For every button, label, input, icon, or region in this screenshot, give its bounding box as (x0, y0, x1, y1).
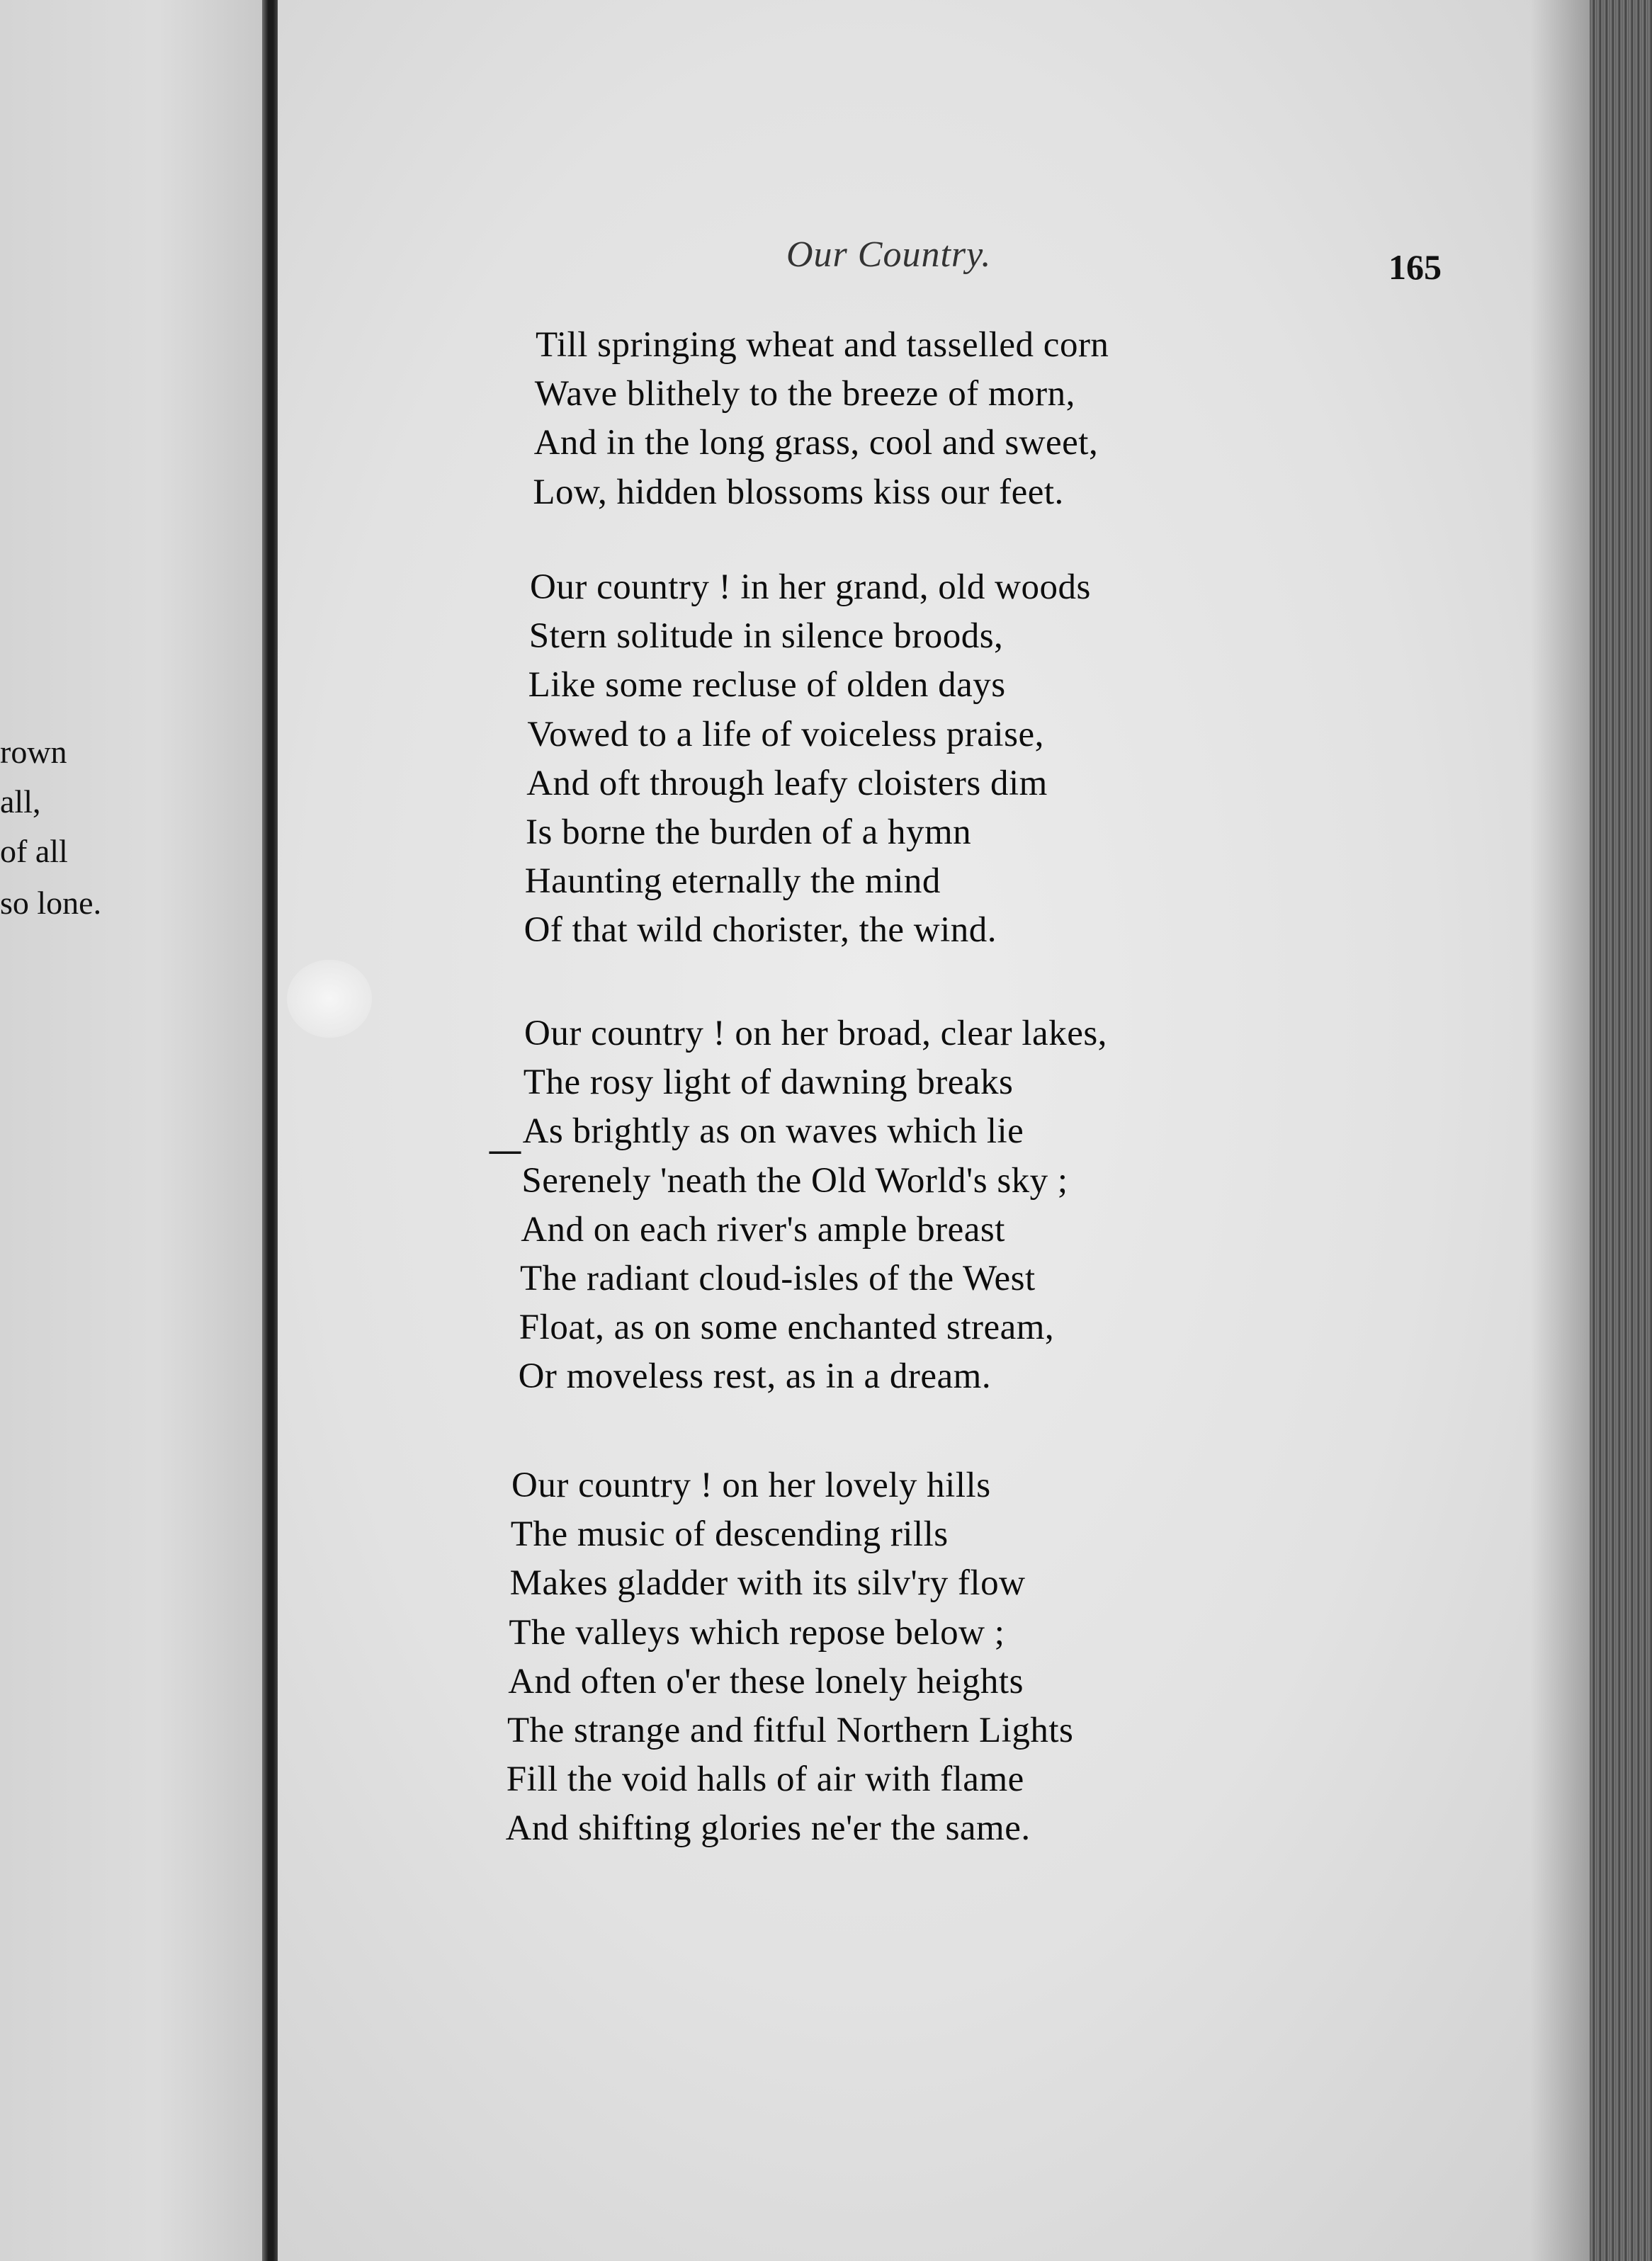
book-gutter (262, 0, 278, 2261)
poem-line: Low, hidden blossoms kiss our feet. (533, 472, 1064, 512)
poem-line: And often o'er these lonely heights (508, 1661, 1024, 1701)
poem-line: Is borne the burden of a hymn (526, 812, 972, 852)
previous-page-fragment (0, 0, 262, 2261)
poem-line: And shifting glories ne'er the same. (505, 1808, 1031, 1849)
poem-line: The valleys which repose below ; (509, 1612, 1005, 1653)
poem-line: As brightly as on waves which lie (522, 1111, 1024, 1152)
poem-line: And in the long grass, cool and sweet, (533, 423, 1099, 463)
poem-line: Wave blithely to the breeze of morn, (534, 374, 1075, 414)
book-edge (1590, 0, 1652, 2261)
left-page-fragment-line: all, (0, 783, 41, 820)
poem-line: The rosy light of dawning breaks (523, 1062, 1014, 1103)
left-page-fragment-line: of all (0, 833, 68, 869)
running-head: Our Country. (786, 234, 992, 275)
left-page-fragment-line: so lone. (0, 885, 102, 921)
poem-line: Stern solitude in silence broods, (528, 616, 1004, 657)
page-edge-shadow (1530, 0, 1590, 2261)
poem-line: The music of descending rills (510, 1514, 949, 1555)
poem-line: Our country ! on her lovely hills (511, 1466, 991, 1505)
poem-line: Makes gladder with its silv'ry flow (509, 1563, 1026, 1604)
poem-line: Till springing wheat and tasselled corn (536, 325, 1109, 365)
poem-line: Like some recluse of olden days (528, 665, 1006, 706)
poem-line: Serenely 'neath the Old World's sky ; (521, 1160, 1068, 1201)
poem-line: The strange and fitful Northern Lights (507, 1711, 1074, 1750)
poem-line: Our country ! in her grand, old woods (530, 567, 1091, 607)
poem-line: The radiant cloud-isles of the West (520, 1259, 1036, 1298)
poem-line: Float, as on some enchanted stream, (519, 1308, 1055, 1348)
poem-line: Our country ! on her broad, clear lakes, (524, 1014, 1107, 1053)
poem-line: Vowed to a life of voiceless praise, (527, 714, 1044, 754)
left-page-fragment-line: rown (0, 734, 67, 770)
margin-mark: — (487, 1130, 523, 1171)
poem-line: And oft through leafy cloisters dim (526, 763, 1048, 803)
poem-line: Haunting eternally the mind (524, 861, 941, 902)
poem-line: Or moveless rest, as in a dream. (518, 1356, 992, 1397)
poem-line: Of that wild chorister, the wind. (524, 910, 997, 951)
paper-smudge (287, 960, 372, 1038)
poem-line: Fill the void halls of air with flame (506, 1760, 1024, 1800)
page-number: 165 (1388, 247, 1442, 287)
poem-line: And on each river's ample breast (521, 1209, 1005, 1250)
